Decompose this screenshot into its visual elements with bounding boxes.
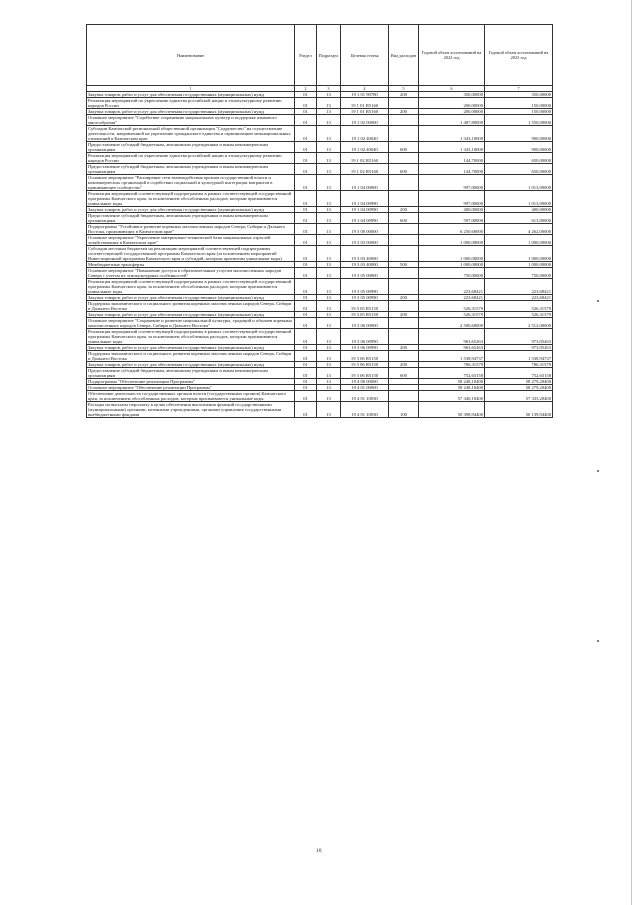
row-vid: 600: [389, 164, 419, 175]
table-row: [87, 246, 553, 262]
row-sum-2022: 1 343,10000: [419, 126, 485, 142]
row-sum-2023: 650,00000: [485, 153, 553, 164]
row-target: 19 3 06 R5150: [341, 368, 389, 379]
table-row: [87, 164, 553, 175]
header-2023: Годовой объем ассигнований на 2023 год: [485, 25, 553, 86]
row-sum-2022: 963,65263: [419, 345, 485, 351]
row-razdel: 01: [295, 98, 317, 109]
column-index: 2: [295, 86, 317, 92]
row-name: Предоставление субсидий бюджетным, автономным учреждениям и иным некоммерческим организациям: [87, 164, 295, 175]
row-vid: [389, 268, 419, 279]
row-sum-2023: 223,68421: [485, 279, 553, 295]
row-razdel: 01: [295, 402, 317, 418]
row-name: Реализация мероприятий соответствующей подпрограммы в рамках соответствующей государственной программы Камчатского края, за исключением обособленных расходов, которым присваиваются уникальные коды: [87, 329, 295, 345]
row-name: Основное мероприятие "Обеспечение реализации Программы": [87, 385, 295, 391]
row-target: 19 4 01 00000: [341, 385, 389, 391]
row-name: Предоставление субсидий бюджетным, автономным учреждениям и иным некоммерческим организациям: [87, 368, 295, 379]
header-target: Целевая статья: [341, 25, 389, 86]
row-sum-2023: 4 262,00000: [485, 224, 553, 235]
row-target: 19 3 06 R5150: [341, 362, 389, 368]
row-razdel: 01: [295, 207, 317, 213]
table-header-row: [87, 25, 553, 86]
row-target: 19 1 04 00990: [341, 207, 389, 213]
column-index: 5: [389, 86, 419, 92]
row-vid: 500: [389, 262, 419, 268]
row-target: 19 1 02 40040: [341, 126, 389, 142]
row-target: 19 3 06 R5150: [341, 351, 389, 362]
row-razdel: 01: [295, 379, 317, 385]
row-target: 19 4 00 00000: [341, 379, 389, 385]
row-vid: [389, 224, 419, 235]
row-razdel: 01: [295, 224, 317, 235]
row-sum-2022: 223,68421: [419, 295, 485, 301]
row-sum-2022: 400,00000: [419, 207, 485, 213]
row-sum-2023: 50 139,94400: [485, 402, 553, 418]
table-row: [87, 279, 553, 295]
table-row: [87, 402, 553, 418]
row-sum-2022: 1 487,80000: [419, 115, 485, 126]
row-sum-2022: 526,31579: [419, 301, 485, 312]
row-name: Реализация мероприятий соответствующей подпрограммы в рамках соответствующей государственной программы Камчатского края, за исключением обособленных расходов, которым присваиваются уникальные коды: [87, 279, 295, 295]
row-vid: 200: [389, 207, 419, 213]
row-target: 19 3 05 00990: [341, 279, 389, 295]
row-name: Подпрограмма "Устойчивое развитие коренных малочисленных народов Севера, Сибири и Дальнего Востока, проживающих в Камчатском крае": [87, 224, 295, 235]
row-razdel: 01: [295, 351, 317, 362]
row-vid: [389, 318, 419, 329]
row-target: 19 3 06 00000: [341, 318, 389, 329]
row-sum-2023: 613,00000: [485, 213, 553, 224]
row-sum-2023: 150,00000: [485, 98, 553, 109]
row-razdel: 01: [295, 191, 317, 207]
row-sum-2022: 223,68421: [419, 279, 485, 295]
row-name: Закупка товаров, работ и услуг для обеспечения государственных (муниципальных) нужд: [87, 312, 295, 318]
row-sum-2023: 750,00000: [485, 268, 553, 279]
row-podrazdel: 13: [317, 224, 341, 235]
header-name: Наименование: [87, 25, 295, 86]
row-name: Реализация мероприятий соответствующей подпрограммы в рамках соответствующей государственной программы Камчатского края, за исключением обособленных расходов, которым присваиваются уникальные коды: [87, 191, 295, 207]
row-vid: 200: [389, 345, 419, 351]
row-razdel: 01: [295, 391, 317, 402]
row-vid: 100: [389, 402, 419, 418]
table-row: [87, 213, 553, 224]
row-sum-2023: 1 000,00000: [485, 246, 553, 262]
row-target: 19 4 01 10030: [341, 402, 389, 418]
row-name: Закупка товаров, работ и услуг для обеспечения государственных (муниципальных) нужд: [87, 92, 295, 98]
row-target: 19 3 06 00990: [341, 345, 389, 351]
row-sum-2023: 223,68421: [485, 295, 553, 301]
row-target: 19 3 05 00990: [341, 295, 389, 301]
row-name: Реализация мероприятий по укреплению единства российской нации и этнокультурному развитию народов России: [87, 98, 295, 109]
row-target: 19 3 05 R5150: [341, 312, 389, 318]
row-name: Основное мероприятие "Содействие сохранению национальных культур и поддержке языкового многообразия": [87, 115, 295, 126]
row-sum-2022: 58 248,10400: [419, 385, 485, 391]
table-row: [87, 235, 553, 246]
table-row: [87, 351, 553, 362]
table-row: [87, 329, 553, 345]
row-sum-2023: 650,00000: [485, 164, 553, 175]
row-razdel: 01: [295, 301, 317, 312]
row-name: Расходы на выплаты персоналу в целях обеспечения выполнения функций государственными (муниципальными) органами, казенными учреждениями, органами управления государственными внебюджетными фондами: [87, 402, 295, 418]
row-podrazdel: 13: [317, 295, 341, 301]
row-sum-2022: 997,00000: [419, 191, 485, 207]
row-razdel: 01: [295, 262, 317, 268]
row-podrazdel: 13: [317, 92, 341, 98]
row-sum-2023: 400,00000: [485, 207, 553, 213]
row-target: 19 3 03 00000: [341, 235, 389, 246]
row-sum-2023: 1 000,00000: [485, 235, 553, 246]
row-sum-2022: 1 538,94737: [419, 351, 485, 362]
row-sum-2023: 786,31579: [485, 362, 553, 368]
row-podrazdel: 13: [317, 191, 341, 207]
table-row: [87, 175, 553, 191]
scan-mark: [597, 300, 599, 302]
row-razdel: 01: [295, 385, 317, 391]
header-podrazdel: Подраздел: [317, 25, 341, 86]
row-razdel: 01: [295, 126, 317, 142]
page-edge: [631, 0, 632, 905]
row-razdel: 01: [295, 279, 317, 295]
table-row: [87, 368, 553, 379]
row-razdel: 01: [295, 312, 317, 318]
row-vid: 600: [389, 142, 419, 153]
row-sum-2022: 144,70000: [419, 164, 485, 175]
row-sum-2022: 597,00000: [419, 213, 485, 224]
row-vid: 200: [389, 109, 419, 115]
row-sum-2023: 1 550,00000: [485, 115, 553, 126]
table-row: [87, 153, 553, 164]
row-name: Основное мероприятие "Сохранение и развитие национальной культуры, традиций и обычаев коренных малочисленных народов Севера, Сибири и Дальнего Востока": [87, 318, 295, 329]
row-sum-2023: 150,00000: [485, 109, 553, 115]
row-sum-2022: 350,00000: [419, 92, 485, 98]
table-row: [87, 191, 553, 207]
row-podrazdel: 13: [317, 115, 341, 126]
row-target: 19 1 02 R5160: [341, 164, 389, 175]
column-index: 4: [341, 86, 389, 92]
row-name: Обеспечение деятельности государственных органов власти (государственных органов) Камчатского края, за исключением обособленных расходов, которым присваиваются уникальные коды: [87, 391, 295, 402]
column-index: 1: [87, 86, 295, 92]
row-vid: 200: [389, 312, 419, 318]
row-vid: [389, 191, 419, 207]
row-name: Закупка товаров, работ и услуг для обеспечения государственных (муниципальных) нужд: [87, 345, 295, 351]
row-podrazdel: 13: [317, 126, 341, 142]
row-target: 19 3 06 00990: [341, 329, 389, 345]
table-row: [87, 98, 553, 109]
row-sum-2022: 58 248,10400: [419, 379, 485, 385]
page-number: 10: [316, 848, 322, 854]
row-razdel: 01: [295, 115, 317, 126]
row-target: 19 3 03 40000: [341, 246, 389, 262]
row-target: 19 3 00 00000: [341, 224, 389, 235]
row-target: 19 3 05 R5150: [341, 301, 389, 312]
row-razdel: 01: [295, 213, 317, 224]
row-sum-2023: 900,00000: [485, 126, 553, 142]
row-name: Закупка товаров, работ и услуг для обеспечения государственных (муниципальных) нужд: [87, 362, 295, 368]
row-podrazdel: 13: [317, 329, 341, 345]
row-podrazdel: 13: [317, 379, 341, 385]
row-sum-2022: 1 000,00000: [419, 235, 485, 246]
row-sum-2022: 200,00000: [419, 109, 485, 115]
row-vid: 600: [389, 213, 419, 224]
row-razdel: 01: [295, 109, 317, 115]
row-name: Подпрограмма "Обеспечение реализации Программы": [87, 379, 295, 385]
row-razdel: 01: [295, 362, 317, 368]
row-sum-2022: 997,00000: [419, 175, 485, 191]
row-podrazdel: 13: [317, 109, 341, 115]
row-vid: [389, 246, 419, 262]
row-podrazdel: 13: [317, 246, 341, 262]
row-podrazdel: 13: [317, 345, 341, 351]
row-target: 19 1 01 R5160: [341, 109, 389, 115]
row-sum-2022: 752,63158: [419, 368, 485, 379]
row-razdel: 01: [295, 175, 317, 191]
table-row: [87, 115, 553, 126]
row-vid: 200: [389, 92, 419, 98]
row-sum-2022: 786,31579: [419, 362, 485, 368]
row-target: 19 3 03 40000: [341, 262, 389, 268]
row-razdel: 01: [295, 235, 317, 246]
row-sum-2023: 526,31579: [485, 312, 553, 318]
row-name: Основное мероприятие "Укрепление материально-технической базы национальных отраслей хозяйствования в Камчатском крае": [87, 235, 295, 246]
table-row: [87, 126, 553, 142]
row-podrazdel: 13: [317, 351, 341, 362]
row-razdel: 01: [295, 164, 317, 175]
row-sum-2023: 973,05263: [485, 329, 553, 345]
row-name: Реализация мероприятий по укреплению единства российской нации и этнокультурному развитию народов России: [87, 153, 295, 164]
row-podrazdel: 13: [317, 98, 341, 109]
row-target: 19 1 02 40040: [341, 142, 389, 153]
row-sum-2023: 1 538,94737: [485, 351, 553, 362]
row-name: Поддержка экономического и социального развития коренных малочисленных народов Севера, Сибири и Дальнего Востока: [87, 301, 295, 312]
row-sum-2022: 1 000,00000: [419, 262, 485, 268]
row-name: Закупка товаров, работ и услуг для обеспечения государственных (муниципальных) нужд: [87, 295, 295, 301]
table-row: [87, 318, 553, 329]
row-razdel: 01: [295, 368, 317, 379]
row-razdel: 01: [295, 345, 317, 351]
row-vid: [389, 175, 419, 191]
row-sum-2022: 144,70000: [419, 153, 485, 164]
row-sum-2022: 50 398,94400: [419, 402, 485, 418]
row-sum-2023: 1 000,00000: [485, 262, 553, 268]
row-razdel: 01: [295, 268, 317, 279]
row-target: 19 1 01 R5160: [341, 98, 389, 109]
row-name: Межбюджетные трансферты: [87, 262, 295, 268]
row-podrazdel: 13: [317, 207, 341, 213]
table-row: [87, 224, 553, 235]
column-index: 3: [317, 86, 341, 92]
row-target: 19 1 02 00000: [341, 115, 389, 126]
row-sum-2023: 350,00000: [485, 92, 553, 98]
row-sum-2022: 750,00000: [419, 268, 485, 279]
row-podrazdel: 13: [317, 301, 341, 312]
table-row: [87, 268, 553, 279]
row-podrazdel: 13: [317, 175, 341, 191]
row-sum-2023: 57 333,20400: [485, 391, 553, 402]
row-podrazdel: 13: [317, 142, 341, 153]
row-vid: [389, 329, 419, 345]
table-row: [87, 391, 553, 402]
row-vid: [389, 98, 419, 109]
row-vid: 200: [389, 295, 419, 301]
row-podrazdel: 13: [317, 213, 341, 224]
row-sum-2023: 900,00000: [485, 142, 553, 153]
row-podrazdel: 13: [317, 318, 341, 329]
row-razdel: 01: [295, 329, 317, 345]
row-podrazdel: 13: [317, 391, 341, 402]
table-row: [87, 142, 553, 153]
column-index: 7: [485, 86, 553, 92]
row-vid: [389, 351, 419, 362]
row-podrazdel: 13: [317, 235, 341, 246]
row-vid: [389, 153, 419, 164]
row-sum-2023: 1 013,00000: [485, 191, 553, 207]
row-razdel: 01: [295, 295, 317, 301]
row-sum-2023: 2 512,00000: [485, 318, 553, 329]
row-podrazdel: 13: [317, 312, 341, 318]
row-target: 19 1 01 90780: [341, 92, 389, 98]
row-sum-2022: 200,00000: [419, 98, 485, 109]
row-podrazdel: 13: [317, 268, 341, 279]
row-name: Основное мероприятие "Расширение сети взаимодействия органов государственной власти и некоммерческих организаций в содействии социальной и культурной интеграции мигрантов в принимающее сообщество": [87, 175, 295, 191]
row-vid: 600: [389, 368, 419, 379]
header-2022: Годовой объем ассигнований на 2022 год: [419, 25, 485, 86]
table-row: [87, 301, 553, 312]
row-vid: 200: [389, 362, 419, 368]
row-razdel: 01: [295, 153, 317, 164]
header-razdel: Раздел: [295, 25, 317, 86]
row-razdel: 01: [295, 142, 317, 153]
row-target: 19 1 04 00990: [341, 191, 389, 207]
row-podrazdel: 13: [317, 279, 341, 295]
row-sum-2022: 1 343,10000: [419, 142, 485, 153]
scan-mark: [597, 470, 599, 472]
row-name: Закупка товаров, работ и услуг для обеспечения государственных (муниципальных) нужд: [87, 109, 295, 115]
row-vid: [389, 279, 419, 295]
row-podrazdel: 13: [317, 402, 341, 418]
row-podrazdel: 13: [317, 385, 341, 391]
row-name: Предоставление субсидий бюджетным, автономным учреждениям и иным некоммерческим организациям: [87, 213, 295, 224]
row-vid: [389, 301, 419, 312]
row-name: Поддержка экономического и социального развития коренных малочисленных народов Севера, Сибири и Дальнего Востока: [87, 351, 295, 362]
row-podrazdel: 13: [317, 164, 341, 175]
row-target: 19 4 01 10030: [341, 391, 389, 402]
row-target: 19 1 04 00000: [341, 175, 389, 191]
scan-mark: [597, 640, 599, 642]
row-podrazdel: 13: [317, 362, 341, 368]
row-target: 19 3 05 00000: [341, 268, 389, 279]
row-podrazdel: 13: [317, 368, 341, 379]
row-vid: [389, 235, 419, 246]
row-sum-2022: 57 340,10400: [419, 391, 485, 402]
row-podrazdel: 13: [317, 262, 341, 268]
row-vid: [389, 126, 419, 142]
row-target: 19 1 02 R5160: [341, 153, 389, 164]
header-vid: Вид расходов: [389, 25, 419, 86]
row-vid: [389, 391, 419, 402]
row-razdel: 01: [295, 318, 317, 329]
row-sum-2022: 2 500,60000: [419, 318, 485, 329]
row-sum-2023: 752,63158: [485, 368, 553, 379]
row-name: Субсидии Камчатской региональной общественной организации "Содружество" на осуществление деятельности, направленной на укрепление гражданского единства и гармонизацию межнациональных отношений в Камчатском крае: [87, 126, 295, 142]
row-name: Предоставление субсидий бюджетным, автономным учреждениям и иным некоммерческим организациям: [87, 142, 295, 153]
row-name: Субсидии местным бюджетам на реализацию мероприятий соответствующей подпрограммы соответствующей государственной программы Камчатского края (за исключением мероприятий Инвестиционной программы Камчатского края и субсидий, которым присвоены уникальные коды): [87, 246, 295, 262]
row-name: Основное мероприятие "Повышение доступа к образовательным услугам малочисленных народов Севера с учетом их этнокультурных особенностей": [87, 268, 295, 279]
row-sum-2023: 58 279,20400: [485, 379, 553, 385]
row-vid: [389, 115, 419, 126]
row-sum-2022: 1 000,00000: [419, 246, 485, 262]
row-sum-2023: 973,05263: [485, 345, 553, 351]
column-index: 6: [419, 86, 485, 92]
row-razdel: 01: [295, 246, 317, 262]
row-sum-2023: 526,31579: [485, 301, 553, 312]
row-sum-2022: 6 250,60000: [419, 224, 485, 235]
row-podrazdel: 13: [317, 153, 341, 164]
row-sum-2023: 58 279,20400: [485, 385, 553, 391]
row-razdel: 01: [295, 92, 317, 98]
row-sum-2022: 963,65263: [419, 329, 485, 345]
row-target: 19 1 04 00990: [341, 213, 389, 224]
row-sum-2023: 1 013,00000: [485, 175, 553, 191]
row-name: Закупка товаров, работ и услуг для обеспечения государственных (муниципальных) нужд: [87, 207, 295, 213]
budget-table: [86, 24, 553, 418]
row-sum-2022: 526,31579: [419, 312, 485, 318]
